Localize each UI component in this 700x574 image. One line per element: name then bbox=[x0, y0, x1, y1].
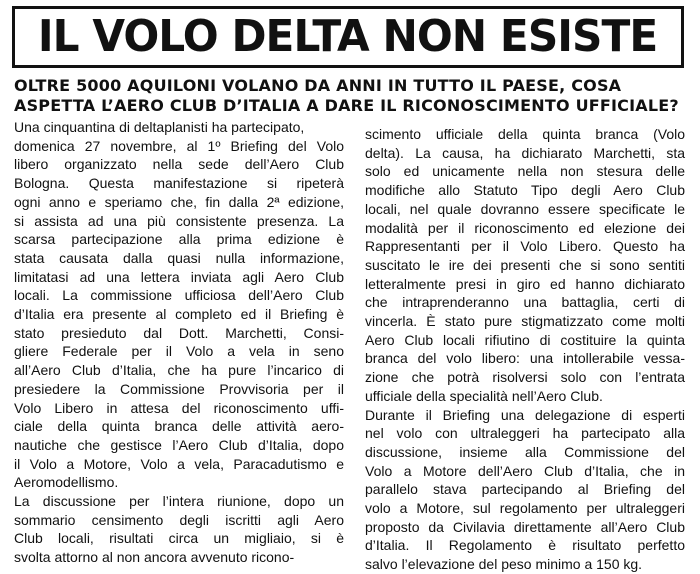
subtitle bbox=[14, 76, 686, 116]
article-line: d’Italia. Il Regolamento è risultato perfetto bbox=[365, 537, 685, 554]
article-line: stata causata dalla quasi nulla informazione, bbox=[14, 249, 344, 266]
article-line: solo ed unicamente nella non stesura delle bbox=[365, 163, 685, 180]
article-line: limitatasi ad una lettera inviata agli Aero Club bbox=[14, 268, 344, 285]
article-line: proposto da Civilavia direttamente all’Aero Club bbox=[365, 518, 685, 535]
article-line: La discussione per l’intera riunione, dopo un bbox=[14, 493, 344, 510]
article-line: stato presieduto dal Dott. Marchetti, Consi- bbox=[14, 324, 344, 341]
headline-box bbox=[12, 6, 684, 68]
article-line: nautiche che gestisce l’Aero Club d’Italia, dopo bbox=[14, 436, 344, 453]
article-line: che intraprenderanno una battaglia, certi di bbox=[365, 294, 685, 311]
article-line: locali. La commissione ufficiosa dell’Aero Club bbox=[14, 287, 344, 304]
article-line: all’Aero Club d’Italia, che ha pure l’incarico di bbox=[14, 362, 344, 379]
article-line: letteralmente presi in giro ed hanno dichiarato bbox=[365, 275, 685, 292]
article-line: locali, nel quale dovranno essere specificate le bbox=[365, 200, 685, 217]
article-line: volo a Motore, sul regolamento per ultraleggeri bbox=[365, 500, 685, 517]
subtitle-line: OLTRE 5000 AQUILONI VOLANO DA ANNI IN TUTTO IL PAESE, COSA bbox=[14, 76, 622, 95]
article-line: il Volo a Motore, Volo a vela, Paracadutismo e bbox=[14, 455, 344, 472]
article-line: svolta attorno al non ancora avvenuto ricono- bbox=[14, 549, 295, 566]
article-right-column bbox=[365, 125, 685, 574]
article-line: Aero Club locali rifiutino di costituire la quinta bbox=[365, 331, 685, 348]
article-line: si assista ad una più consistente presenza. La bbox=[14, 212, 344, 229]
article-line: Durante il Briefing una delegazione di esperti bbox=[365, 406, 685, 423]
article-line: discussione, insieme alla Commissione del bbox=[365, 443, 685, 460]
article-line: salvo l’elevazione del peso minimo a 150 kg. bbox=[365, 556, 643, 573]
article-line: domenica 27 novembre, al 1º Briefing del Volo bbox=[14, 137, 344, 154]
article-line: suscitato le ire dei presenti che si sono sentiti bbox=[365, 256, 685, 273]
article-line: vincerla. È stato pure stigmatizzato come molti bbox=[365, 313, 685, 330]
headline: IL VOLO DELTA NON ESISTE bbox=[38, 11, 658, 62]
article-line: scimento ufficiale della quinta branca (Volo bbox=[365, 126, 685, 142]
article-left-column bbox=[14, 118, 344, 567]
article-line: zione che potrà risolversi solo con l’entrata bbox=[365, 369, 685, 386]
article-line: parallelo stava partecipando al Briefing del bbox=[365, 481, 685, 498]
article-line: delta). La causa, ha dichiarato Marchetti, sta bbox=[365, 144, 685, 161]
article-line: modalità per il riconoscimento ed elezione dei bbox=[365, 219, 685, 236]
subtitle-line: ASPETTA L’AERO CLUB D’ITALIA A DARE IL RICONOSCIMENTO UFFICIALE? bbox=[14, 96, 679, 115]
article-line: Bologna. Questa manifestazione si ripeterà bbox=[14, 175, 344, 192]
article-line: Club locali, risultati circa un migliaio, si è bbox=[14, 530, 344, 547]
article-line: scarsa partecipazione alla prima edizione è bbox=[14, 231, 344, 248]
article-line: sommario censimento degli iscritti agli Aero bbox=[14, 511, 344, 528]
article-line: ciale della quinta branca delle attività aero- bbox=[14, 418, 344, 435]
article-line: presiedere la Commissione Provvisoria per il bbox=[14, 380, 344, 397]
article-line: Aeromodellismo. bbox=[14, 474, 119, 491]
article-line: Volo Libero in attesa del riconoscimento uffi- bbox=[14, 399, 344, 416]
article-line: branca del volo libero: una intollerabile vessa- bbox=[365, 350, 685, 367]
article-line: gliere Federale per il Volo a vela in seno bbox=[14, 343, 344, 360]
article-line: d’Italia era presente al completo ed il Briefing è bbox=[14, 306, 344, 323]
article-line: Una cinquantina di deltaplanisti ha partecipato, bbox=[14, 119, 305, 135]
article-line: libero organizzato nella sede dell’Aero Club bbox=[14, 156, 344, 173]
article-line: nel volo con ultraleggeri ha partecipato alla bbox=[365, 425, 685, 442]
article-line: Volo a Motore dell’Aero Club d’Italia, che in bbox=[365, 462, 685, 479]
article-line: modifiche allo Statuto Tipo degli Aero Club bbox=[365, 182, 685, 199]
article-line: ufficiale della specialità nell’Aero Club. bbox=[365, 387, 603, 404]
article-line: Rappresentanti per il Volo Libero. Questo ha bbox=[365, 238, 685, 255]
article-line: ogni anno e speriamo che, fin dalla 2ª edizione, bbox=[14, 193, 344, 210]
